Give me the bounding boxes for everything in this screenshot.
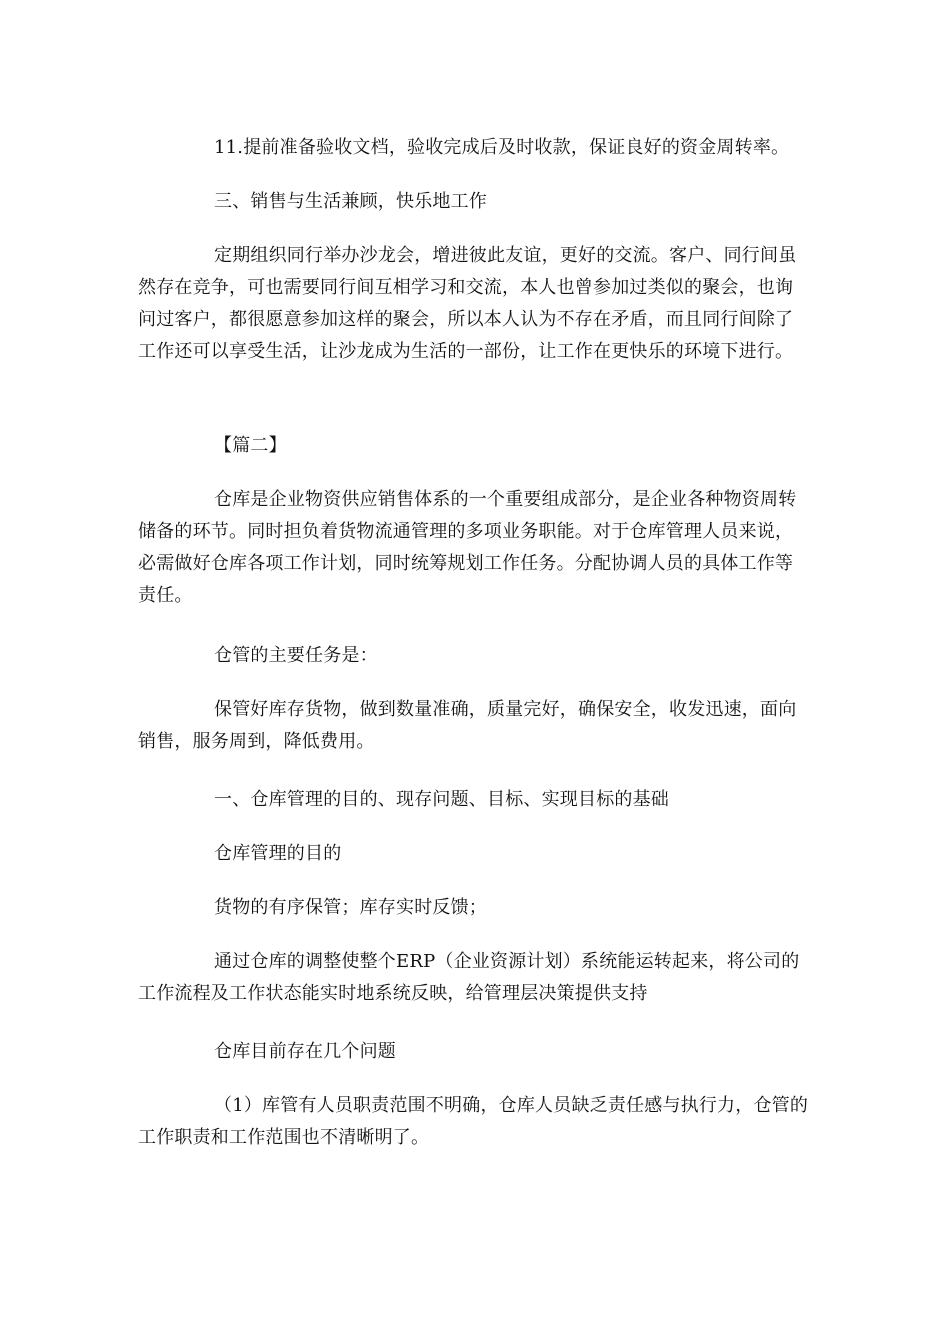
paragraph-salon-meetings: 定期组织同行举办沙龙会，增进彼此友谊，更好的交流。客户、同行间虽然存在竞争，可也需要同行间互相学习和交流，本人也曾参加过类似的聚会，也询问过客户，都很愿意参加这样的聚会，所以本人认为不存在矛盾，而且同行间除了工作还可以享受生活，让沙龙成为生活的一部份，让工作在更快乐的环境下进行。 bbox=[138, 245, 797, 362]
paragraph-problem-one: （1）库管有人员职责范围不明确，仓库人员缺乏责任感与执行力，仓管的工作职责和工作范围也不清晰明了。 bbox=[138, 1095, 809, 1148]
paragraph-erp-system: 通过仓库的调整使整个ERP（企业资源计划）系统能运转起来，将公司的工作流程及工作状态能实时地系统反映，给管理层决策提供支持 bbox=[138, 951, 800, 1004]
heading-warehouse-management: 一、仓库管理的目的、现存问题、目标、实现目标的基础 bbox=[214, 789, 669, 810]
paragraph-warehouse-role: 仓库是企业物资供应销售体系的一个重要组成部分，是企业各种物资周转储备的环节。同时担负着货物流通管理的多项业务职能。对于仓库管理人员来说，必需做好仓库各项工作计划，同时统筹规划工作任务。分配协调人员的具体工作等责任。 bbox=[138, 489, 797, 606]
paragraph-main-tasks: 保管好库存货物，做到数量准确，质量完好，确保安全，收发迅速，面向销售，服务周到，降低费用。 bbox=[138, 699, 797, 752]
heading-management-purpose: 仓库管理的目的 bbox=[214, 843, 342, 864]
heading-existing-problems: 仓库目前存在几个问题 bbox=[214, 1041, 396, 1062]
paragraph-acceptance-documents: 11.提前准备验收文档，验收完成后及时收款，保证良好的资金周转率。 bbox=[214, 137, 790, 158]
paragraph-orderly-storage: 货物的有序保管；库存实时反馈； bbox=[214, 897, 487, 918]
paragraph-main-tasks-intro: 仓管的主要任务是： bbox=[214, 645, 378, 666]
heading-sales-and-life: 三、销售与生活兼顾，快乐地工作 bbox=[214, 191, 487, 212]
section-title-part-two: 【篇二】 bbox=[214, 435, 287, 456]
